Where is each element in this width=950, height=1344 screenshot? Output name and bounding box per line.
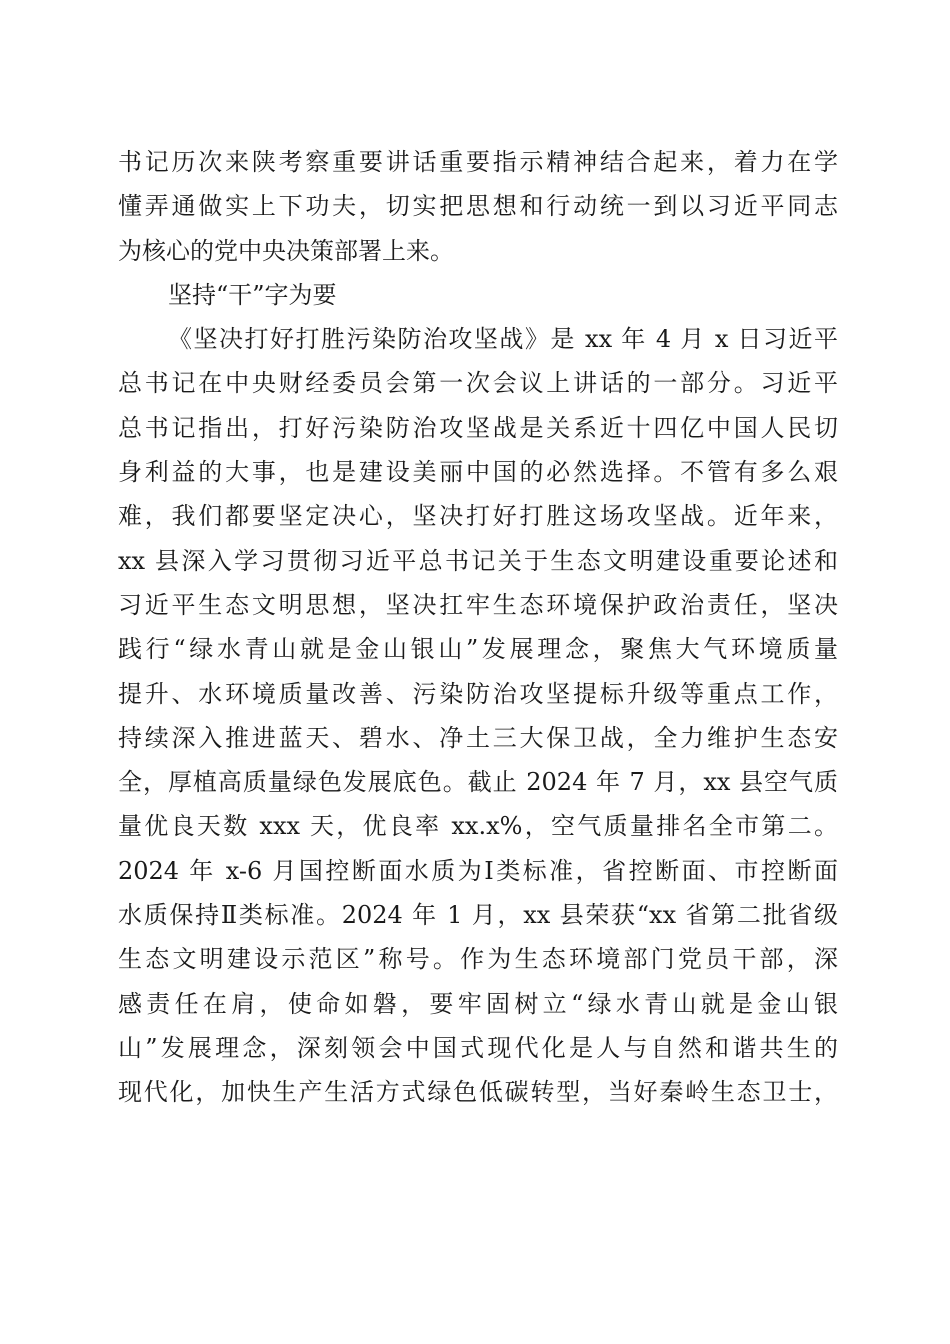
text-line: 身利益的大事，也是建设美丽中国的必然选择。不管有多么艰 (118, 458, 838, 487)
text-line: 山”发展理念，深刻领会中国式现代化是人与自然和谐共生的 (118, 1033, 838, 1062)
text-line: 持续深入推进蓝天、碧水、净土三大保卫战，全力维护生态安 (118, 723, 838, 752)
text-line: 全，厚植高质量绿色发展底色。截止 2024 年 7 月，xx 县空气质 (118, 768, 838, 797)
text-line: 水质保持Ⅱ类标准。2024 年 1 月，xx 县荣获“xx 省第二批省级 (118, 901, 838, 930)
text-line: 2024 年 x-6 月国控断面水质为Ⅰ类标准，省控断面、市控断面 (118, 856, 838, 885)
text-line: 量优良天数 xxx 天，优良率 xx.x%，空气质量排名全市第二。 (118, 812, 838, 841)
text-line: 感责任在肩，使命如磐，要牢固树立“绿水青山就是金山银 (118, 989, 838, 1018)
document-body (118, 140, 838, 1115)
text-line: 难，我们都要坚定决心，坚决打好打胜这场攻坚战。近年来， (118, 502, 838, 531)
paragraph-2 (118, 317, 838, 1114)
text-line: 提升、水环境质量改善、污染防治攻坚提标升级等重点工作， (118, 679, 838, 708)
paragraph-1 (118, 140, 838, 273)
text-line: 为核心的党中央决策部署上来。 (118, 236, 454, 265)
text-line: 总书记指出，打好污染防治攻坚战是关系近十四亿中国人民切 (118, 413, 838, 442)
text-line: 生态文明建设示范区”称号。作为生态环境部门党员干部，深 (118, 945, 838, 974)
text-line: 践行“绿水青山就是金山银山”发展理念，聚焦大气环境质量 (118, 635, 838, 664)
text-line: 总书记在中央财经委员会第一次会议上讲话的一部分。习近平 (118, 369, 838, 398)
text-line: 懂弄通做实上下功夫，切实把思想和行动统一到以习近平同志 (118, 192, 838, 221)
text-line: 现代化，加快生产生活方式绿色低碳转型，当好秦岭生态卫士， (118, 1078, 838, 1107)
text-line: 书记历次来陕考察重要讲话重要指示精神结合起来，着力在学 (118, 148, 838, 176)
text-line: xx 县深入学习贯彻习近平总书记关于生态文明建设重要论述和 (118, 546, 838, 575)
text-line: 习近平生态文明思想，坚决扛牢生态环境保护政治责任，坚决 (118, 590, 838, 619)
text-line: 《坚决打好打胜污染防治攻坚战》是 xx 年 4 月 x 日习近平 (168, 325, 838, 354)
section-heading: 坚持“干”字为要 (168, 280, 337, 309)
